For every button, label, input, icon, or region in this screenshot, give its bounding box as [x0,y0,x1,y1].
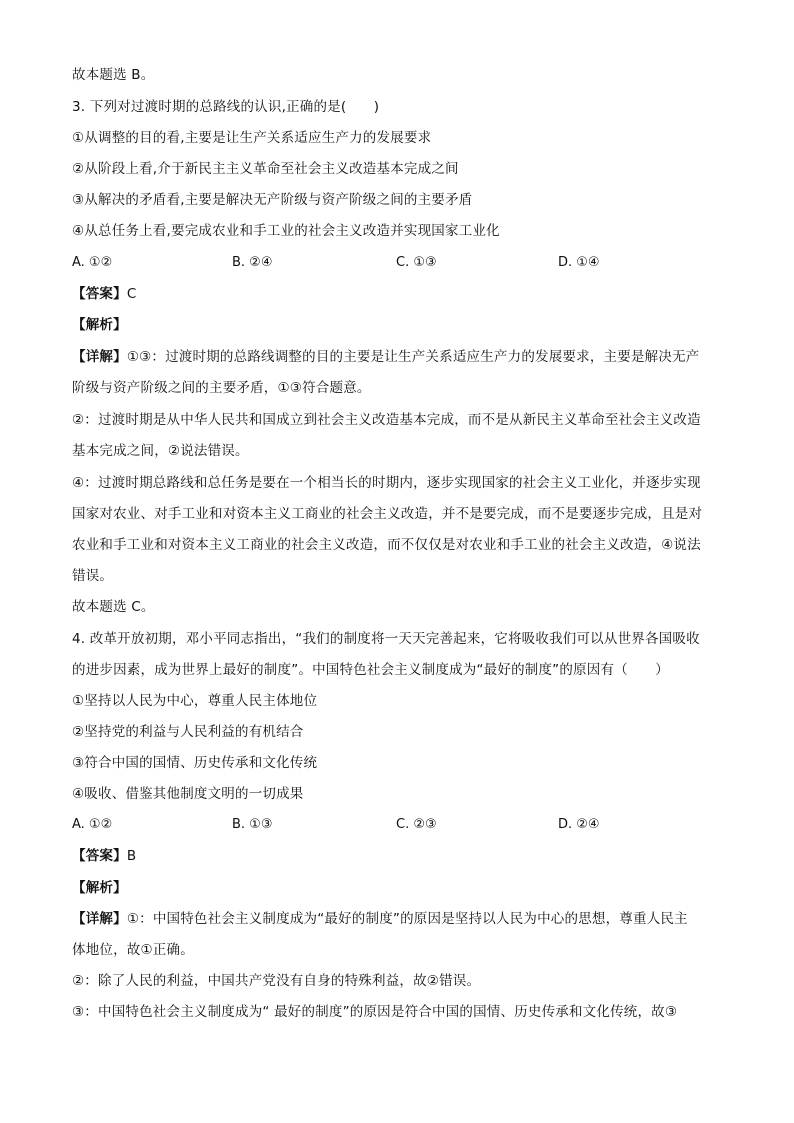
answer-tag: 【答案】 [72,286,127,302]
q3-option-b: B. ②④ [232,255,273,270]
answer-value: C [126,286,137,302]
q3-item-2: ②从阶段上看,介于新民主主义革命至社会主义改造基本完成之间 [72,161,459,177]
q4-answer [72,847,136,865]
q2-conclusion: 故本题选 B。 [72,67,155,83]
q4-stem-line: 4. 改革开放初期，邓小平同志指出，“我们的制度将一天天完善起来，它将吸收我们可以从世界各国吸收 [72,631,700,647]
q3-item-1: ①从调整的目的看,主要是让生产关系适应生产力的发展要求 [72,130,432,146]
q3-conclusion: 故本题选 C。 [72,599,155,615]
q3-item-3: ③从解决的矛盾看,主要是解决无产阶级与资产阶级之间的主要矛盾 [72,192,473,208]
q4-option-d: D. ②④ [558,817,600,832]
detail-tag: 【详解】 [72,349,127,365]
q3-answer [72,285,136,303]
q4-option-c: C. ②③ [396,817,437,832]
q4-item-1: ①坚持以人民为中心，尊重人民主体地位 [72,693,318,709]
q3-detail-line: ②：过渡时期是从中华人民共和国成立到社会主义改造基本完成，而不是从新民主义革命至社会主义改造 [72,412,701,428]
q4-option-a: A. ①② [72,817,113,832]
q4-detail-line: 体地位，故①正确。 [72,942,194,958]
q4-item-4: ④吸收、借鉴其他制度文明的一切成果 [72,786,304,802]
q3-analysis-tag: 【解析】 [72,317,127,333]
q3-option-d: D. ①④ [558,255,600,270]
q4-detail-line: ③：中国特色社会主义制度成为“ 最好的制度”的原因是符合中国的国情、历史传承和文化传统，故③ [72,1004,678,1020]
q3-detail-line: 错误。 [72,568,114,584]
q4-analysis-tag: 【解析】 [72,880,127,896]
q3-detail-line: 国家对农业、对手工业和对资本主义工商业的社会主义改造，并不是要完成，而不是要逐步完成，且是对 [72,506,703,522]
q4-item-3: ③符合中国的国情、历史传承和文化传统 [72,755,318,771]
q3-detail-line: 农业和手工业和对资本主义工商业的社会主义改造，而不仅仅是对农业和手工业的社会主义改造，④说法 [72,537,701,553]
q3-item-4: ④从总任务上看,要完成农业和手工业的社会主义改造并实现国家工业化 [72,223,500,239]
answer-value: B [126,848,137,864]
q3-option-c: C. ①③ [396,255,437,270]
q3-detail-line: 阶级与资产阶级之间的主要矛盾，①③符合题意。 [72,380,371,396]
detail-text: ①③：过渡时期的总路线调整的目的主要是让生产关系适应生产力的发展要求，主要是解决无产 [126,349,700,365]
q3-detail-line: ④：过渡时期总路线和总任务是要在一个相当长的时期内，逐步实现国家的社会主义工业化，并逐步实现 [72,475,701,491]
q3-detail-line: 基本完成之间，②说法错误。 [72,443,249,459]
answer-tag: 【答案】 [72,848,127,864]
q4-stem-line: 的进步因素，成为世界上最好的制度”。中国特色社会主义制度成为“最好的制度”的原因有（ ） [72,662,669,678]
q4-detail-line: ②：除了人民的利益，中国共产党没有自身的特殊利益，故②错误。 [72,973,481,989]
detail-tag: 【详解】 [72,911,127,927]
q4-item-2: ②坚持党的利益与人民利益的有机结合 [72,724,304,740]
q4-option-b: B. ①③ [232,817,273,832]
q3-option-a: A. ①② [72,255,113,270]
q3-stem: 3. 下列对过渡时期的总路线的认识,正确的是( ) [72,99,380,115]
q4-detail-line [72,910,688,928]
detail-text: ①：中国特色社会主义制度成为“最好的制度”的原因是坚持以人民为中心的思想，尊重人民主 [126,911,688,927]
q3-detail-line [72,348,699,366]
